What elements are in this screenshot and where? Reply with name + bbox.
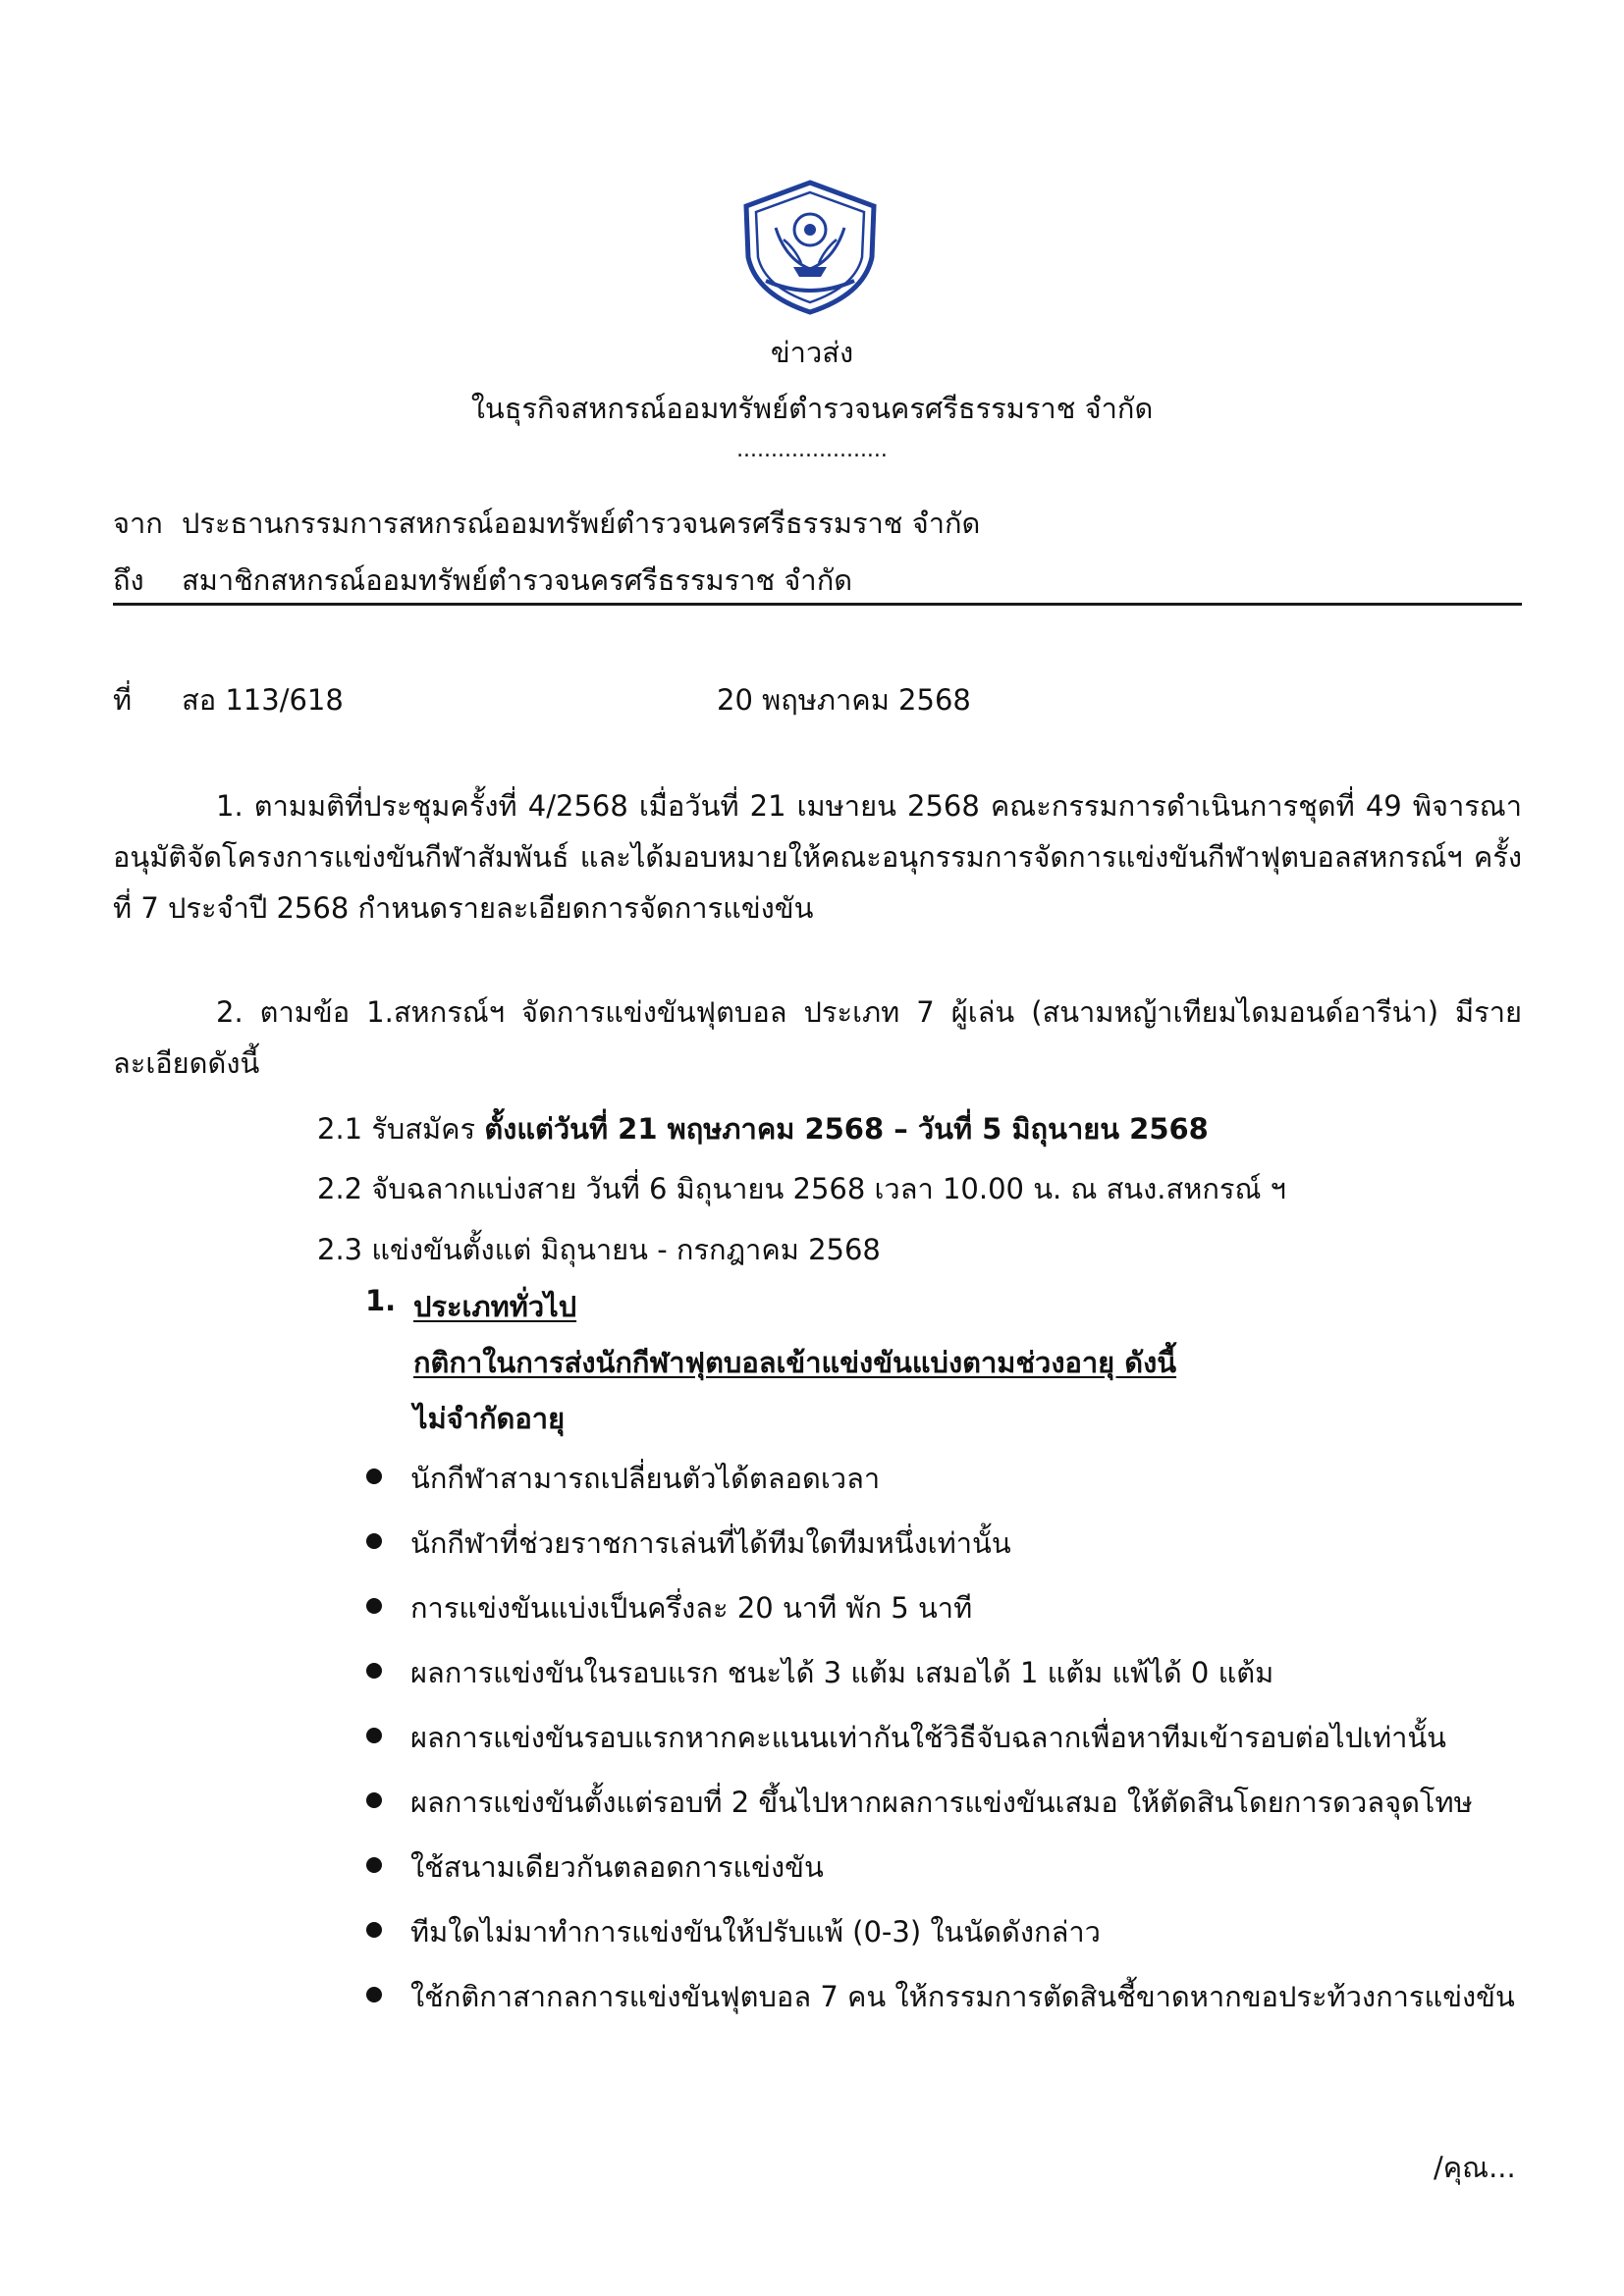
ref-label: ที่ (113, 683, 133, 717)
from-text: ประธานกรรมการสหกรณ์ออมทรัพย์ตำรวจนครศรีธรรมราช จำกัด (182, 507, 981, 540)
bullet-dot (366, 1987, 382, 2002)
continued-marker: /คุณ... (1434, 2151, 1516, 2184)
ref-number: สอ 113/618 (182, 683, 344, 717)
bullet-dot (366, 1468, 382, 1484)
rule-item: ใช้สนามเดียวกันตลอดการแข่งขัน (410, 1850, 824, 1884)
category-title: ประเภททั่วไป (413, 1290, 577, 1323)
bullet-dot (366, 1857, 382, 1873)
paragraph-1: 1. ตามมติที่ประชุมครั้งที่ 4/2568 เมื่อวันที่ 21 เมษายน 2568 คณะกรรมการดำเนินการชุดที่ 49 พิจารณาอนุมัติจัดโครงการแข่งขันกีฬาสัมพันธ์ และได้มอบหมายให้คณะอนุกรรมการจัดการแข่งขันกีฬาฟุตบอลสหกรณ์ฯ ครั้งที่ 7 ประจำปี 2568 กำหนดรายละเอียดการจัดการแข่งขัน (113, 789, 1522, 925)
item-2-2: 2.2 จับฉลากแบ่งสาย วันที่ 6 มิถุนายน 2568 เวลา 10.00 น. ณ สนง.สหกรณ์ ฯ (317, 1172, 1286, 1205)
heading-dots: ...................... (736, 438, 888, 462)
to-label: ถึง (113, 563, 144, 597)
bullet-dot (366, 1598, 382, 1614)
age-group: ไม่จำกัดอายุ (413, 1402, 566, 1435)
rule-item: การแข่งขันแบ่งเป็นครึ่งละ 20 นาที พัก 5 นาที (410, 1591, 973, 1625)
paragraph-2: 2. ตามข้อ 1.สหกรณ์ฯ จัดการแข่งขันฟุตบอล ประเภท 7 ผู้เล่น (สนามหญ้าเทียมไดมอนด์อารีน่า) มีรายละเอียดดังนี้ (113, 995, 1522, 1080)
bullet-dot (366, 1663, 382, 1679)
bullet-dot (366, 1728, 382, 1743)
item-2-3: 2.3 แข่งขันตั้งแต่ มิถุนายน - กรกฎาคม 2568 (317, 1233, 881, 1266)
rule-heading: กติกาในการส่งนักกีฬาฟุตบอลเข้าแข่งขันแบ่งตามช่วงอายุ ดังนี้ (413, 1346, 1177, 1379)
item-2-1 (317, 1106, 1209, 1151)
document-heading: ข่าวส่ง (770, 336, 854, 369)
item-2-1-dates: ตั้งแต่วันที่ 21 พฤษภาคม 2568 – วันที่ 5 มิถุนายน 2568 (484, 1112, 1209, 1146)
rule-item: ผลการแข่งขันตั้งแต่รอบที่ 2 ขึ้นไปหากผลการแข่งขันเสมอ ให้ตัดสินโดยการดวลจุดโทษ (410, 1786, 1473, 1819)
header-divider (113, 603, 1522, 606)
ref-date: 20 พฤษภาคม 2568 (717, 683, 971, 717)
document-subheading: ในธุรกิจสหกรณ์ออมทรัพย์ตำรวจนครศรีธรรมราช จำกัด (470, 392, 1154, 425)
bullet-dot (366, 1922, 382, 1938)
item-2-1-prefix: 2.1 รับสมัคร (317, 1112, 485, 1146)
rule-item: ทีมใดไม่มาทำการแข่งขันให้ปรับแพ้ (0-3) ในนัดดังกล่าว (410, 1915, 1101, 1949)
to-text: สมาชิกสหกรณ์ออมทรัพย์ตำรวจนครศรีธรรมราช จำกัด (182, 563, 853, 597)
rule-item: นักกีฬาสามารถเปลี่ยนตัวได้ตลอดเวลา (410, 1462, 881, 1495)
rule-item: ผลการแข่งขันในรอบแรก ชนะได้ 3 แต้ม เสมอได้ 1 แต้ม แพ้ได้ 0 แต้ม (410, 1656, 1274, 1689)
rule-item: ผลการแข่งขันรอบแรกหากคะแนนเท่ากันใช้วิธีจับฉลากเพื่อหาทีมเข้ารอบต่อไปเท่านั้น (410, 1721, 1447, 1754)
bullet-dot (366, 1533, 382, 1549)
cooperative-emblem-logo (736, 179, 884, 316)
from-label: จาก (113, 507, 163, 540)
rule-item: ใช้กติกาสากลการแข่งขันฟุตบอล 7 คน ให้กรรมการตัดสินชี้ขาดหากขอประท้วงการแข่งขัน (410, 1980, 1515, 2013)
category-number: 1. (365, 1284, 397, 1317)
rule-item: นักกีฬาที่ช่วยราชการเล่นที่ได้ทีมใดทีมหนึ่งเท่านั้น (410, 1526, 1011, 1560)
bullet-dot (366, 1792, 382, 1808)
